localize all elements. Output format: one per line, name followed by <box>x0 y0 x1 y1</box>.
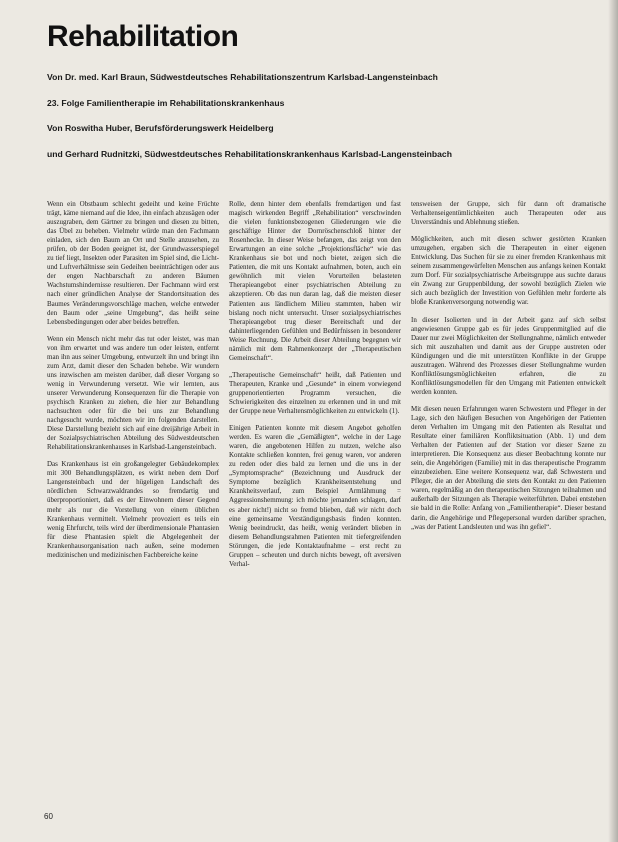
paragraph: Das Krankenhaus ist ein großangelegter Gebäudekomplex mit 300 Behandlungsplätzen, es wirkt neben dem Dorf Langensteinbach und der hügeligen Landschaft des nördlichen Schwarzwaldrandes so fremdartig und überproportioniert, daß es der Einwohnern dieser Gegend mehr als nur die Vorstellung von einem üblichen Krankenhaus vermittelt. Vielmehr provoziert es teils ein wenig Ehrfurcht, teils wird der überdimensionale Phantasien für diese Phantasien spielt die Abgelegenheit der Krankenhausorganisation nach außen, seine modernen medizinischen und medizinischen Fachbereiche keine <box>47 460 219 559</box>
text-column-3 <box>411 200 606 820</box>
article-title: Rehabilitation <box>47 20 239 53</box>
page-number: 60 <box>44 812 53 821</box>
page-binding-shadow <box>608 0 618 842</box>
text-column-1 <box>47 200 219 820</box>
author-byline: Von Dr. med. Karl Braun, Südwestdeutsches Rehabilitationszentrum Karlsbad-Langensteinbach <box>47 72 438 82</box>
paragraph: Wenn ein Obstbaum schlecht gedeiht und keine Früchte trägt, käme niemand auf die Idee, ihn einfach abzusägen oder auszugraben, dem Gärtner zu bringen und diesen zu bitten, das Übel zu beheben. Vielmehr würde man den Fachmann einladen, sich den Baum an Ort und Stelle anzusehen, zu prüfen, ob der Boden geeignet ist, der Grundwasserspiegel zu tief liegt, Insekten oder Parasiten im Spiel sind, die Licht- und Luftverhältnisse sein Gedeihen beeinträchtigen oder aus der engen Nachbarschaft zu anderen Bäumen Wachstumshindernisse resultieren. Der Fachmann wird erst nach einer gründlichen Analyse der Standortsituation des Baumes Veränderungsvorschläge machen, welche entweder den Baum oder „seine Umgebung“, das heißt seine Lebensbedingungen oder aber beides betreffen. <box>47 200 220 326</box>
text-column-2 <box>229 200 401 820</box>
author-byline: Von Roswitha Huber, Berufsförderungswerk Heidelberg <box>47 123 274 133</box>
paragraph: Einigen Patienten konnte mit diesem Angebot geholfen werden. Es waren die „Gemäßigten“, welche in der Lage waren, die angebotenen Hilfen zu nutzen, welche also Kontakte schließen konnten, frei genug waren, vor anderen zu reden oder dies bald zu lernen und die uns in der „Symptomsprache“ (Bezeichnung und Ausdruck der Symptome bezüglich Krankheitsentstehung und Krankheitsverlauf, zum Beispiel Armlähmung = Aggressionshemmung: ich möchte jemanden schlagen, darf es aber nicht!) nicht so fremd blieben, daß wir nicht doch eine gemeinsame Verständigungsbasis finden konnten. Wenig beeindruckt, das heißt, wenig verändert blieben in diesem Behandlungsrahmen Patienten mit tiefergreifenden Störungen, die jede Kontaktaufnahme – erst recht zu Gruppen – scheuten und durch nichts bewegt, oft aversiven Verhal- <box>229 424 401 568</box>
paragraph: Rolle, denn hinter dem ebenfalls fremdartigen und fast magisch wirkenden Begriff „Rehabilitation“ verschwinden die vielen funktionsbezogenen Gliederungen wie die geschäftige Hinter der Dornröschenschloß hinter der Rosenhecke. In dieser Weise befangen, das zeigt von den Erwartungen an eine solche „Projektionsfläche“ wie das Krankenhaus sie bot und noch bietet, zeigen sich die Patienten, die mit uns Kontakt aufnahmen, boten, auch ein gewöhnlich mit vielen Vorurteilen belasteten Therapieangebot einer psychiatrischen Abteilung zu akzeptieren. Ob das nun daran lag, daß die meisten dieser Patienten aus ländlichem Milieu stammten, haben wir bislang noch nicht untersucht. Unser sozialpsychiatrisches Therapieangebot trug dieser Bereitschaft und der dahinterliegenden Gefühlen und Bedürfnissen in besonderer Weise Rechnung. Die Arbeit dieser Abteilung begegnen wir nämlich mit dem Rahmenkonzept der „Therapeutischen Gemeinschaft“. <box>229 200 401 362</box>
paragraph: „Therapeutische Gemeinschaft“ heißt, daß Patienten und Therapeuten, Kranke und „Gesunde“ in einem vorwiegend gruppenorientierten Programm versuchen, die Schwierigkeiten des einzelnen zu erkennen und in und mit der Gruppe neue Verhaltensmöglichkeiten zu entwickeln (1). <box>229 370 401 416</box>
paragraph: Wenn ein Mensch nicht mehr das tut oder leistet, was man von ihm erwartet und was andere tun oder leisten, entfernt man ihn aus seiner Umgebung, entwurzelt ihn und bringt ihn zum Arzt, damit dieser den Schaden behebe. Wir wundern uns inzwischen am meisten darüber, daß dieser Vorgang so wenig in Verwunderung versetzt. Wie wir lernten, aus unserer Verwunderung Konsequenzen für die Therapie von psychisch Kranken zu ziehen, die hier zur Behandlung nachsuchten oder für die bei uns zur Behandlung nachgesucht wurde, möchten wir im folgenden darstellen. Diese Darstellung bezieht sich auf eine dreijährige Arbeit in der Sozialpsychiatrischen Abteilung des Südwestdeutschen Rehabilitationskrankenhauses in Karlsbad-Langensteinbach. <box>47 334 219 452</box>
paragraph: Mit diesen neuen Erfahrungen waren Schwestern und Pfleger in der Lage, sich den häufigen Besuchen von Angehörigen der Patienten deren Verhalten im Umgang mit den Patienten als Resultat und Resultate einer familiären Konfliktsituation (Abb. 1) und dem Verhalten der Patienten auf der Station vor dieser Szene zu interpretieren. Die Konsequenz aus dieser Beobachtung konnte nur sein, die Angehörigen (Familie) mit in das therapeutische Programm einzubeziehen. Eine weitere Konsequenz war, daß Schwestern und Pfleger, die an der Abteilung die stets den Kontakt zu den Patienten waren, regelmäßig an den therapeutischen Sitzungen teilnahmen und außerhalb der Sitzungen als Therapie weiterführten. Dabei entstehen sie bald in die Rolle: Anfang von „Familientherapie“. Dieser bestand darin, die Angehörige und Pflegepersonal wurden darüber sprachen, „was der Patient Landsleuten und was ihn gefiel“. <box>411 404 606 531</box>
paragraph: tensweisen der Gruppe, sich für dann oft dramatische Verhaltenseigentümlichkeiten auch Therapeuten oder aus Unverständnis und Ablehnung stießen. <box>411 200 606 227</box>
paragraph: In dieser Isolierten und in der Arbeit ganz auf sich selbst angewiesenen Gruppe gab es für jedes Gruppenmitglied auf die Dauer nur zwei Möglichkeiten der Stellungnahme, nämlich entweder sich mit auszuhalten und damit aus der Gruppe austreten oder Kündigungen und die mit unterstützen Konflikte in der Gruppe auszutragen. Während des Prozesses dieser Stellungnahme wurden Konfliktlösungsmöglichkeiten erfahren, die zu Konfliktlösungsmodellen für den Umgang mit Patienten entwickelt werden konnten. <box>411 315 606 396</box>
series-title: 23. Folge Familientherapie im Rehabilitationskrankenhaus <box>47 98 285 108</box>
paragraph: Möglichkeiten, auch mit diesen schwer gestörten Kranken umzugehen, ergaben sich die Therapeuten in einer eigenen Entwicklung. Das Suchen für sie zu einer fremden Krankenhaus mit seinem zusammengewürfelten Menschen aus anfangs keinen Kontakt zum Dorf. Für sozialpsychiatrische Arbeitsgruppe aus suchte daraus ein Zwang zur Gruppenbildung, der sowohl bezüglich Zielen wie sich auch bezüglich der Investition von Gefühlen mehr forderte als bloße Krankenversorgung notwendig war. <box>411 235 606 307</box>
author-byline: und Gerhard Rudnitzki, Südwestdeutsches Rehabilitationskrankenhaus Karlsbad-Langensteinbach <box>47 149 452 159</box>
